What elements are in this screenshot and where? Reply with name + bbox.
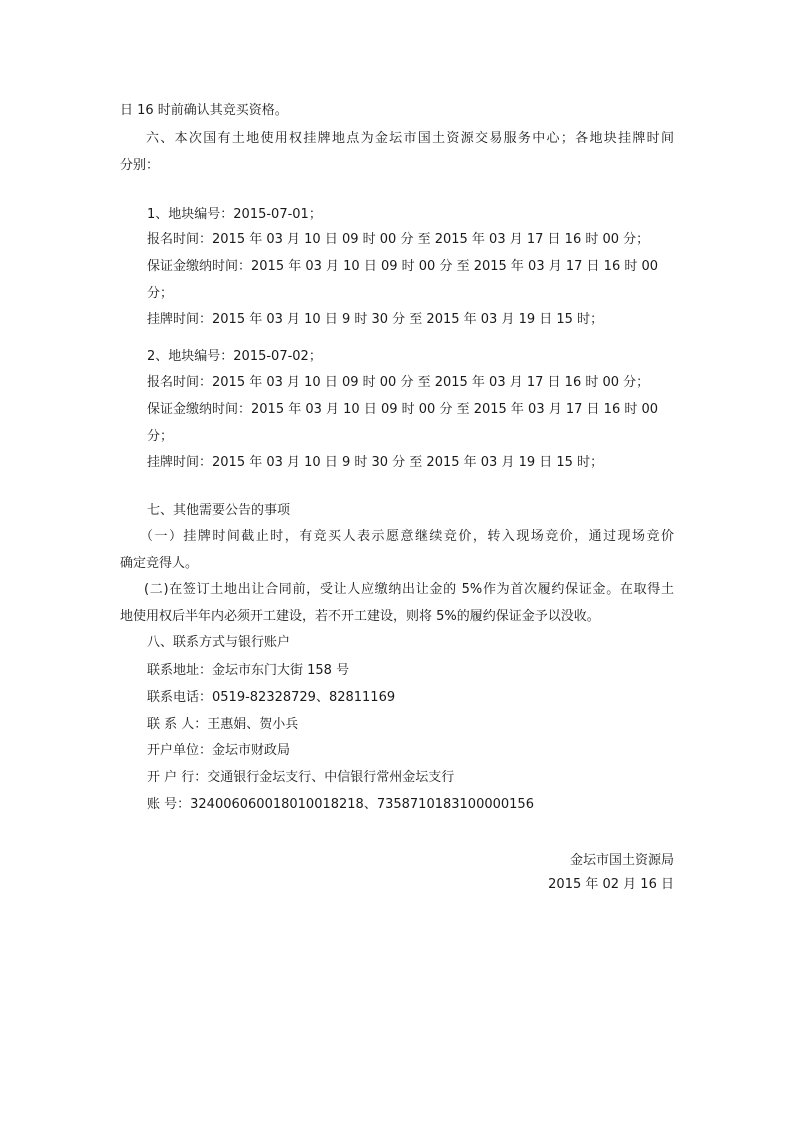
parcel1-deposit-line2: 分； bbox=[147, 286, 174, 301]
account-number: 账 号：324006060018010018218、7358710183100000156 bbox=[147, 797, 534, 812]
contact-person: 联 系 人：王惠娟、贺小兵 bbox=[147, 717, 299, 732]
section6-line2: 分别： bbox=[120, 158, 160, 173]
section6-line1: 六、本次国有土地使用权挂牌地点为金坛市国土资源交易服务中心；各地块挂牌时间 bbox=[146, 131, 674, 146]
parcel2-listing: 挂牌时间：2015 年 03 月 10 日 9 时 30 分 至 2015 年 03 月 19 日 15 时； bbox=[147, 455, 604, 470]
parcel1-deposit-line1: 保证金缴纳时间：2015 年 03 月 10 日 09 时 00 分 至 2015 年 03 月 17 日 16 时 00 bbox=[147, 259, 659, 274]
parcel1-registration: 报名时间：2015 年 03 月 10 日 09 时 00 分 至 2015 年 03 月 17 日 16 时 00 分； bbox=[147, 232, 650, 247]
account-unit: 开户单位：金坛市财政局 bbox=[147, 743, 291, 758]
signature-org: 金坛市国土资源局 bbox=[569, 853, 674, 868]
signature-date: 2015 年 02 月 16 日 bbox=[548, 877, 674, 892]
section7-item2-line2: 地使用权后半年内必须开工建设，若不开工建设，则将 5%的履约保证金予以没收。 bbox=[120, 609, 600, 624]
bank-name: 开 户 行：交通银行金坛支行、中信银行常州金坛支行 bbox=[147, 770, 455, 785]
parcel2-registration: 报名时间：2015 年 03 月 10 日 09 时 00 分 至 2015 年 03 月 17 日 16 时 00 分； bbox=[147, 375, 650, 390]
parcel2-deposit-line1: 保证金缴纳时间：2015 年 03 月 10 日 09 时 00 分 至 2015 年 03 月 17 日 16 时 00 bbox=[147, 402, 659, 417]
section7-heading: 七、其他需要公告的事项 bbox=[147, 503, 291, 518]
parcel2-number: 2、地块编号：2015-07-02； bbox=[147, 349, 322, 364]
continuation-line: 日 16 时前确认其竞买资格。 bbox=[120, 103, 288, 118]
parcel1-listing: 挂牌时间：2015 年 03 月 10 日 9 时 30 分 至 2015 年 03 月 19 日 15 时； bbox=[147, 312, 604, 327]
parcel2-deposit-line2: 分； bbox=[147, 429, 174, 444]
section7-item2-line1: (二)在签订土地出让合同前，受让人应缴纳出让金的 5%作为首次履约保证金。在取得土 bbox=[144, 582, 674, 597]
section8-heading: 八、联系方式与银行账户 bbox=[147, 635, 291, 650]
section7-item1-line1: （一）挂牌时间截止时，有竞买人表示愿意继续竞价，转入现场竞价，通过现场竞价 bbox=[140, 529, 674, 544]
document-page bbox=[120, 0, 674, 1123]
contact-phone: 联系电话：0519-82328729、82811169 bbox=[147, 690, 396, 705]
contact-address: 联系地址：金坛市东门大街 158 号 bbox=[147, 663, 350, 678]
section7-item1-line2: 确定竞得人。 bbox=[120, 556, 199, 571]
parcel1-number: 1、地块编号：2015-07-01； bbox=[147, 207, 322, 222]
